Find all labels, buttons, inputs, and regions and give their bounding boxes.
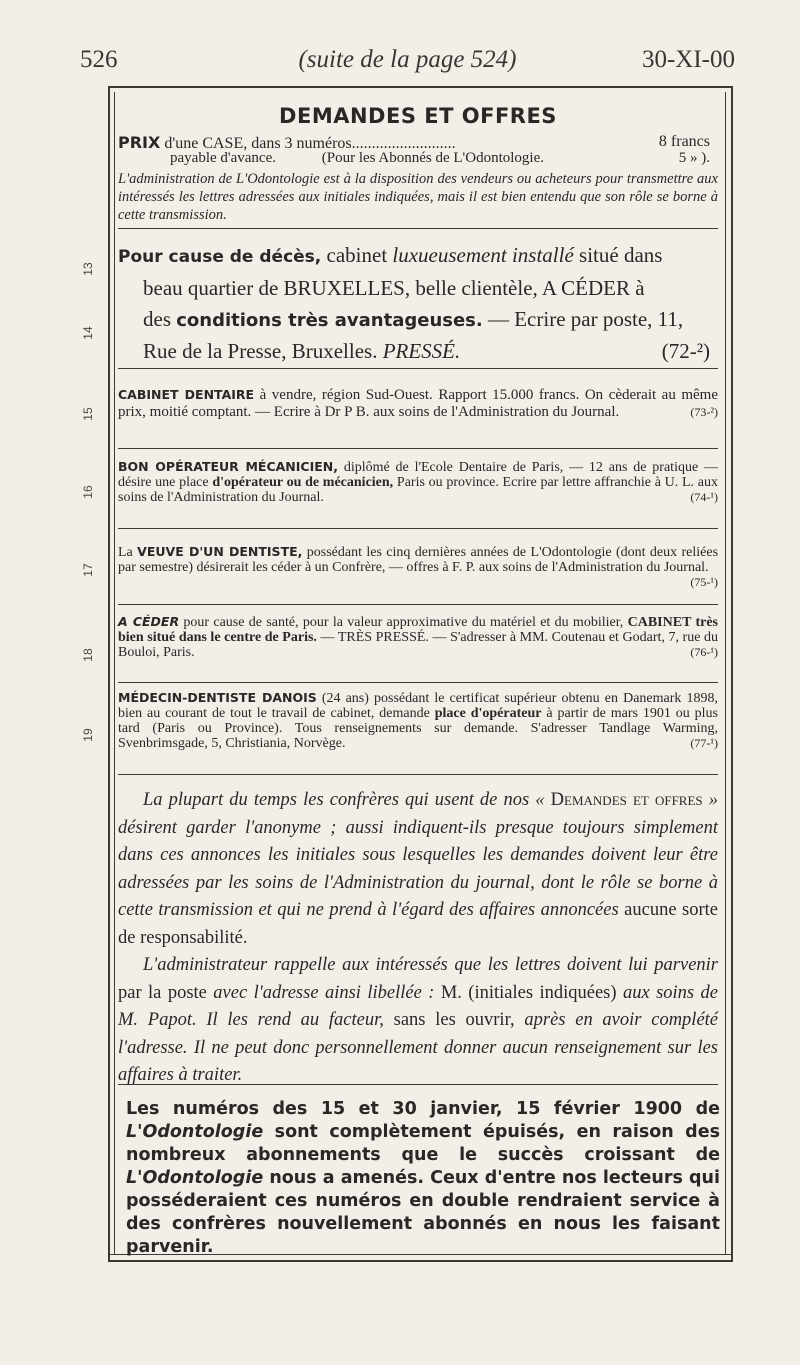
note-p2-a: L'administrateur rappelle aux intéressés que les lettres doivent lui parvenir bbox=[143, 955, 718, 975]
ad4-text: possédant les cinq dernières années de L'Odontologie (dont deux reliées par semestre) désirerait les céder à un Confrère, — offres à F. P. aux soins de l'Administration du Journal. bbox=[118, 545, 719, 575]
margin-number: 13 bbox=[81, 262, 95, 276]
ad-cabinet-dentaire bbox=[118, 386, 718, 421]
price-label: PRIX bbox=[118, 133, 161, 152]
note-p2-c: avec l'adresse ainsi libellée : bbox=[213, 982, 441, 1003]
ad5-text: pour cause de santé, pour la valeur approximative du matériel et du mobilier, bbox=[179, 615, 628, 630]
note-p1-c: aucune sorte de responsabilité. bbox=[118, 900, 718, 948]
ad2-text: à vendre, région Sud-Ouest. Rapport 15.000 francs. On cèderait au même prix, moitié comptant. — Ecrire à Dr P B. aux soins de l'Administration du Journal. bbox=[118, 387, 719, 420]
ad2-lead: CABINET DENTAIRE bbox=[118, 387, 255, 402]
notice-c: sont complètement épuisés, en raison des nombreux abonnements que le succès croissant de bbox=[126, 1122, 720, 1165]
payment-line bbox=[118, 150, 718, 167]
margin-number: 17 bbox=[81, 563, 95, 577]
out-of-print-notice bbox=[118, 1098, 720, 1259]
notice-e: nous a amenés. Ceux d'entre nos lecteurs qui posséderaient ces numéros en double rendraient service à des confrères nouvellement abonnés en nous les faisant parvenir. bbox=[126, 1168, 720, 1257]
ad6-bold: place d'opérateur bbox=[434, 706, 542, 721]
ad1-line2: beau quartier de BRUXELLES, belle clientèle, A CÉDER à bbox=[143, 276, 645, 300]
margin-number: 16 bbox=[81, 485, 95, 499]
note-p2-e: aux soins de M. Papot. Il les rend au facteur, bbox=[118, 982, 719, 1030]
ad1-lead: Pour cause de décès, bbox=[118, 247, 322, 267]
notice-odontologie-2: L'Odontologie bbox=[126, 1168, 264, 1188]
ad6-text: (24 ans) possédant le certificat supérieur obtenu en Danemark 1898, bien au courant de tout le travail de cabinet, demande bbox=[118, 691, 718, 721]
ad1-ref: (72-²) bbox=[661, 339, 710, 363]
ad1-l3-pre: des bbox=[143, 307, 177, 331]
margin-number: 18 bbox=[81, 648, 95, 662]
ad5-text2: — TRÈS PRESSÉ. — S'adresser à MM. Coutenau et Godart, 7, rue du Bouloi, Paris. bbox=[118, 630, 718, 660]
ad1-l3-end: — Ecrire par poste, 11, bbox=[482, 307, 684, 331]
note-p2-g: après en avoir complété l'adresse. Il ne peut donc personnellement donner aucun renseignement sur les affaires à traiter. bbox=[118, 1010, 719, 1085]
running-header bbox=[80, 46, 735, 86]
divider bbox=[118, 604, 718, 605]
ad6-lead: MÉDECIN-DENTISTE DANOIS bbox=[118, 690, 317, 705]
subscribers-value: 5 » ). bbox=[678, 150, 710, 166]
ad-operateur bbox=[118, 459, 718, 505]
margin-number: 15 bbox=[81, 407, 95, 421]
divider bbox=[118, 1084, 718, 1085]
payment-text: payable d'avance. bbox=[170, 150, 276, 166]
note-p2-f: sans les ouvrir, bbox=[393, 1010, 525, 1030]
ad3-text2: Paris ou province. Ecrire par lettre affranchie à U. L. aux soins de l'Administration du Journal. bbox=[118, 475, 718, 505]
ad6-ref: (77-¹) bbox=[690, 736, 718, 750]
ad4-pre: La bbox=[118, 545, 138, 560]
ad1-l4-pre: Rue de la Presse, Bruxelles. bbox=[143, 339, 383, 363]
divider bbox=[118, 368, 718, 369]
ad1-conditions: conditions très avantageuses. bbox=[176, 310, 483, 331]
note-p2-b: par la poste bbox=[118, 982, 214, 1003]
divider bbox=[118, 682, 718, 683]
margin-number: 19 bbox=[81, 728, 95, 742]
ad1-presse: PRESSÉ. bbox=[382, 339, 461, 363]
ad4-ref: (75-¹) bbox=[690, 575, 718, 589]
page-number: 526 bbox=[80, 46, 118, 73]
subscribers-text: (Pour les Abonnés de L'Odontologie. bbox=[321, 150, 544, 166]
ad6-text2: à partir de mars 1901 ou plus tard (Paris ou Province). Tous renseignements sur demande. S'adresser Tandlage Warming, Svenbrimsgade, 5, Christiania, Norvège. bbox=[118, 706, 719, 751]
ad1-line3 bbox=[118, 304, 718, 336]
ad3-lead: BON OPÉRATEUR MÉCANICIEN, bbox=[118, 459, 338, 474]
issue-date: 30-XI-00 bbox=[641, 46, 735, 73]
ad5-ref: (76-¹) bbox=[690, 645, 718, 659]
price-text: d'une CASE, dans 3 numéros.......................... bbox=[160, 135, 456, 152]
note-p1-a: La plupart du temps les confrères qui usent de nos « bbox=[143, 790, 551, 810]
ad3-text: diplômé de l'Ecole Dentaire de Paris, — 12 ans de pratique — désire une place bbox=[118, 460, 719, 490]
margin-number: 14 bbox=[81, 326, 95, 340]
note-p1-b: » désirent garder l'anonyme ; aussi indiquent-ils presque toujours simplement dans ces annonces les initiales sous lesquelles les demandes doivent leur être adressées par les soins de l'Administration du journal, dont le rôle se borne à cette transmission et qui ne prend à l'égard des affaires annoncées bbox=[118, 790, 719, 920]
ad2-ref: (73-²) bbox=[690, 405, 718, 419]
notice-odontologie-1: L'Odontologie bbox=[126, 1122, 264, 1142]
ad1-line4 bbox=[118, 336, 718, 367]
section-title: DEMANDES ET OFFRES bbox=[279, 104, 557, 128]
ad5-bold: CABINET très bien situé dans le centre de Paris. bbox=[118, 615, 718, 645]
ad5-lead: A CÉDER bbox=[118, 614, 180, 629]
ad-veuve bbox=[118, 544, 718, 590]
ad-medecin-danois bbox=[118, 690, 718, 751]
editorial-note bbox=[118, 787, 718, 1090]
divider bbox=[118, 228, 718, 229]
ad4-lead: VEUVE D'UN DENTISTE, bbox=[137, 544, 303, 559]
continuation-note: (suite de la page 524) bbox=[298, 46, 517, 73]
section-intro: L'administration de L'Odontologie est à la disposition des vendeurs ou acheteurs pour transmettre aux intéressés les lettres adressées aux initiales indiquées, mais il est bien entendu que son rôle se borne à cette transmission. bbox=[118, 171, 718, 223]
notice-a: Les numéros des 15 et 30 janvier, 15 février 1900 de bbox=[126, 1099, 720, 1119]
ad1-italic: luxueusement installé bbox=[392, 243, 574, 267]
ad1-text: cabinet bbox=[321, 243, 393, 267]
ad-a-ceder bbox=[118, 614, 718, 660]
ad-brussels bbox=[118, 240, 718, 367]
ad1-text-end: situé dans bbox=[573, 243, 663, 267]
divider bbox=[118, 774, 718, 775]
note-p1-smallcaps: Demandes et offres bbox=[550, 790, 703, 810]
price-value: 8 francs bbox=[658, 133, 710, 150]
note-p2-d: M. (initiales indiquées) bbox=[440, 982, 623, 1003]
ad3-ref: (74-¹) bbox=[690, 490, 718, 504]
divider bbox=[118, 528, 718, 529]
divider bbox=[118, 448, 718, 449]
ad3-bold: d'opérateur ou de mécanicien, bbox=[212, 475, 394, 490]
